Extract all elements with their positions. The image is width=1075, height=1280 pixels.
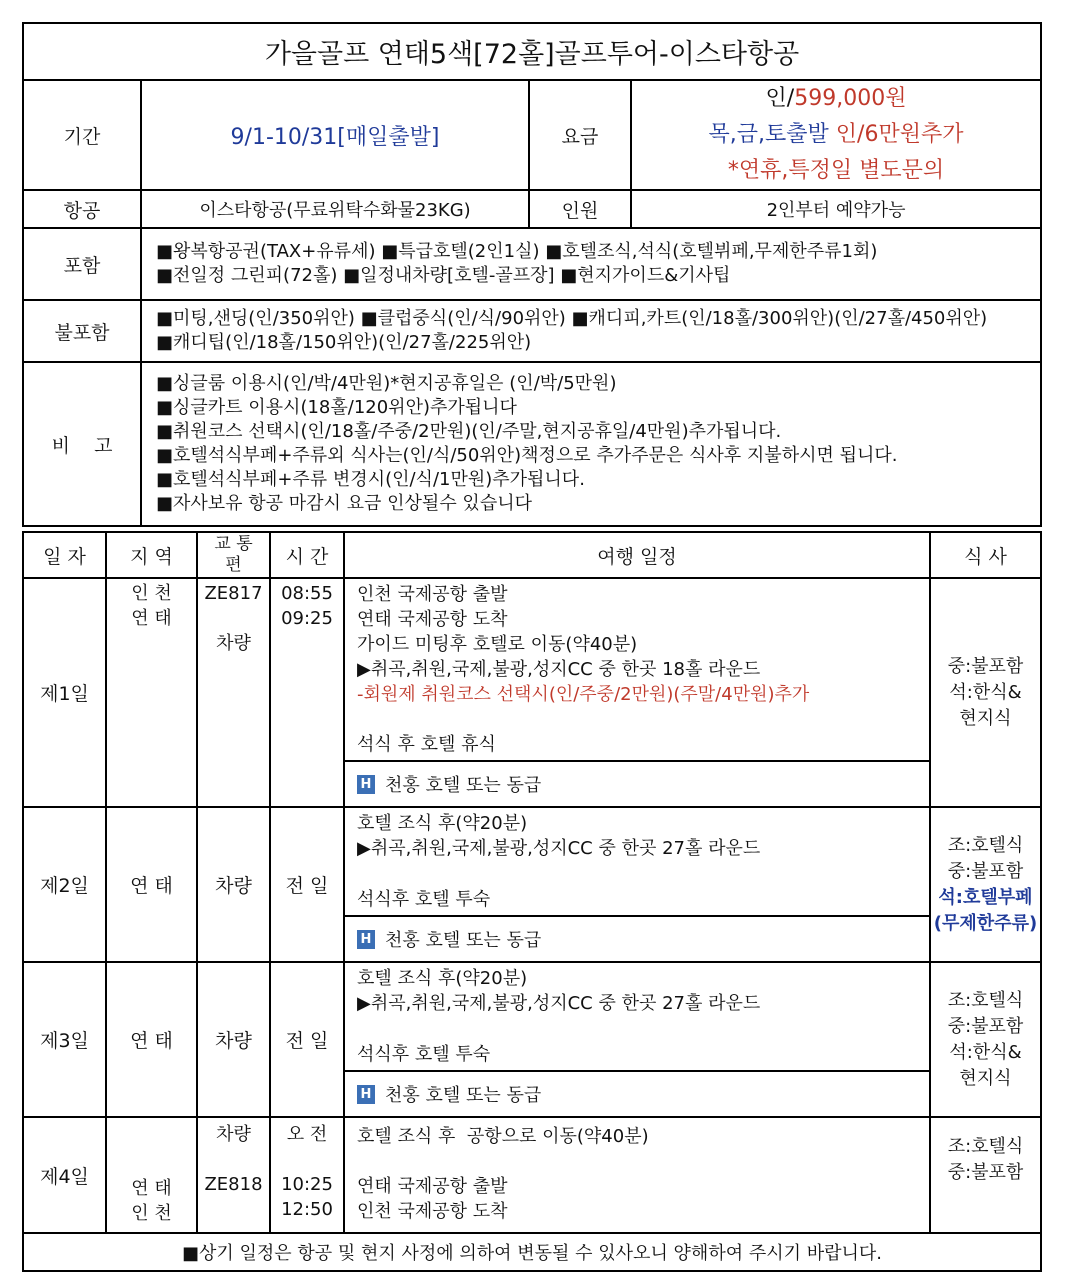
price-prefix: 인/ [765, 86, 795, 111]
meal-cell [930, 962, 1041, 1117]
header-meal: 식 사 [930, 532, 1041, 578]
note-line: ■싱글카트 이용시(18홀/120위안)추가됩니다 [156, 397, 517, 418]
meal-item: 중:불포함 [947, 655, 1024, 677]
pax-value: 2인부터 예약가능 [631, 190, 1041, 228]
exclude-line: ■캐디팁(인/18홀/150위안)(인/27홀/225위안) [156, 332, 532, 353]
itinerary-cell [344, 962, 930, 1117]
tour-title: 가을골프 연태5색[72홀]골프투어-이스타항공 [23, 23, 1041, 80]
airline-value: 이스타항공(무료위탁수화물23KG) [141, 190, 529, 228]
itinerary-line: 연태 국제공항 출발 [357, 1176, 508, 1197]
day-label: 제1일 [23, 578, 106, 807]
day-row [23, 578, 1041, 807]
itinerary-line: 인천 국제공항 출발 [357, 584, 508, 605]
transport-cell [197, 1117, 270, 1233]
footer-notice: ■상기 일정은 항공 및 현지 사정에 의하여 변동될 수 있사오니 양해하여 주시기 바랍니다. [23, 1233, 1041, 1271]
time-value: 08:55 [281, 583, 333, 604]
flight-number: ZE818 [204, 1174, 263, 1195]
note-line: ■취원코스 선택시(인/18홀/주중/2만원)(인/주말,현지공휴일/4만원)추가됩니다. [156, 421, 782, 442]
time-cell [270, 1117, 344, 1233]
note-list [141, 362, 1041, 526]
region-name: 연 태 [131, 608, 172, 629]
region-name: 연 태 [106, 807, 197, 962]
region-name: 인 천 [131, 583, 172, 604]
transport-cell [197, 578, 270, 807]
itinerary-cell [344, 807, 930, 962]
day-label: 제3일 [23, 962, 106, 1117]
itinerary-line: 호텔 조식 후 공항으로 이동(약40분) [357, 1126, 649, 1147]
period-label: 기간 [23, 80, 141, 190]
note-label: 비 고 [23, 362, 141, 526]
note-line: ■호텔석식부페+주류 변경시(인/식/1만원)추가됩니다. [156, 469, 585, 490]
exclude-label: 불포함 [23, 300, 141, 362]
time-cell [270, 578, 344, 807]
transport-mode: 차량 [216, 633, 251, 654]
hotel-icon: H [357, 1085, 375, 1104]
time-value: 12:50 [281, 1199, 333, 1220]
price-extra-days: 목,금,토출발 [708, 122, 836, 147]
itinerary-line: ▶취곡,취원,국제,불광,성지CC 중 한곳 27홀 라운드 [357, 838, 761, 859]
meal-item: 중:불포함 [947, 860, 1024, 882]
day-label: 제4일 [23, 1117, 106, 1233]
meal-item: 조:호텔식 [947, 989, 1024, 1011]
time-value: 전 일 [270, 807, 344, 962]
region-cell [106, 1117, 197, 1233]
price-extra-amount: 인/6만원추가 [835, 122, 964, 147]
itinerary-line: 가이드 미팅후 호텔로 이동(약40분) [357, 634, 638, 655]
meal-cell [930, 578, 1041, 807]
itinerary-line: ▶취곡,취원,국제,불광,성지CC 중 한곳 27홀 라운드 [357, 993, 761, 1014]
hotel-name: 천홍 호텔 또는 동급 [385, 930, 542, 951]
itinerary-line: 석식후 호텔 투숙 [357, 1044, 491, 1065]
time-value: 10:25 [281, 1174, 333, 1195]
hotel-icon: H [357, 775, 375, 794]
include-line: ■왕복항공권(TAX+유류세) ■특급호텔(2인1실) ■호텔조식,석식(호텔뷔페,무제한주류1회) [156, 241, 878, 262]
itinerary-cell [344, 578, 930, 807]
day-label: 제2일 [23, 807, 106, 962]
hotel-name: 천홍 호텔 또는 동급 [385, 775, 542, 796]
exclude-list [141, 300, 1041, 362]
time-value: 전 일 [270, 962, 344, 1117]
price-cell [631, 80, 1041, 190]
itinerary-cell [344, 1117, 930, 1233]
day-row [23, 1117, 1041, 1233]
itinerary-line: 석식 후 호텔 휴식 [357, 734, 496, 755]
hotel-line [345, 1070, 929, 1116]
itinerary-line: 호텔 조식 후(약20분) [357, 813, 528, 834]
price-value: 599,000원 [794, 86, 907, 111]
hotel-line [345, 915, 929, 961]
include-line: ■전일정 그린피(72홀) ■일정내차량[호텔-골프장] ■현지가이드&기사팁 [156, 265, 731, 286]
hotel-line [345, 760, 929, 806]
transport-mode: 차량 [216, 1124, 251, 1145]
day-row [23, 807, 1041, 962]
time-value: 오 전 [286, 1124, 328, 1145]
region-name: 연 태 [131, 1178, 172, 1199]
header-itinerary: 여행 일정 [344, 532, 930, 578]
meal-item: 조:호텔식 [947, 834, 1024, 856]
note-line: ■호텔석식부페+주류외 식사는(인/식/50위안)책정으로 추가주문은 식사후 지불하시면 됩니다. [156, 445, 898, 466]
note-line: ■자사보유 항공 마감시 요금 인상될수 있습니다 [156, 493, 532, 514]
itinerary-line: 연태 국제공항 도착 [357, 609, 508, 630]
hotel-name: 천홍 호텔 또는 동급 [385, 1085, 542, 1106]
itinerary-line: ▶취곡,취원,국제,불광,성지CC 중 한곳 18홀 라운드 [357, 659, 761, 680]
meal-cell [930, 1117, 1041, 1233]
region-name: 인 천 [131, 1203, 172, 1224]
exclude-line: ■미팅,샌딩(인/350위안) ■클럽중식(인/식/90위안) ■캐디피,카트(인/18홀/300위안)(인/27홀/450위안) [156, 308, 988, 329]
itinerary-line: 인천 국제공항 도착 [357, 1201, 508, 1222]
meal-item: (무제한주류) [933, 912, 1038, 934]
meal-item: 석:호텔부페 [938, 886, 1033, 908]
region-cell [106, 578, 197, 807]
include-list [141, 228, 1041, 300]
airline-label: 항공 [23, 190, 141, 228]
price-label: 요금 [529, 80, 631, 190]
include-label: 포함 [23, 228, 141, 300]
tour-info-table [22, 22, 1042, 527]
header-transport: 교 통 편 [197, 532, 270, 578]
region-name: 연 태 [106, 962, 197, 1117]
day-row [23, 962, 1041, 1117]
meal-item: 조:호텔식 [947, 1136, 1024, 1157]
flight-number: ZE817 [204, 583, 263, 604]
meal-item: 석:한식& [949, 681, 1022, 703]
note-line: ■싱글룸 이용시(인/박/4만원)*현지공휴일은 (인/박/5만원) [156, 373, 617, 394]
meal-item: 중:불포함 [947, 1015, 1024, 1037]
meal-item: 현지식 [959, 707, 1012, 729]
transport-mode: 차량 [197, 807, 270, 962]
header-time: 시 간 [270, 532, 344, 578]
time-value: 09:25 [281, 608, 333, 629]
period-value: 9/1-10/31[매일출발] [141, 80, 529, 190]
meal-cell [930, 807, 1041, 962]
itinerary-warning-line: -회원제 취원코스 선택시(인/주중/2만원)(주말/4만원)추가 [357, 684, 810, 705]
hotel-icon: H [357, 930, 375, 949]
transport-mode: 차량 [197, 962, 270, 1117]
meal-item: 중:불포함 [947, 1162, 1024, 1183]
meal-item: 현지식 [959, 1067, 1012, 1089]
itinerary-table [22, 531, 1042, 1272]
price-note: *연휴,특정일 별도문의 [727, 158, 945, 183]
header-day: 일 자 [23, 532, 106, 578]
header-region: 지 역 [106, 532, 197, 578]
meal-item: 석:한식& [949, 1041, 1022, 1063]
itinerary-line: 석식후 호텔 투숙 [357, 889, 491, 910]
pax-label: 인원 [529, 190, 631, 228]
itinerary-line: 호텔 조식 후(약20분) [357, 968, 528, 989]
